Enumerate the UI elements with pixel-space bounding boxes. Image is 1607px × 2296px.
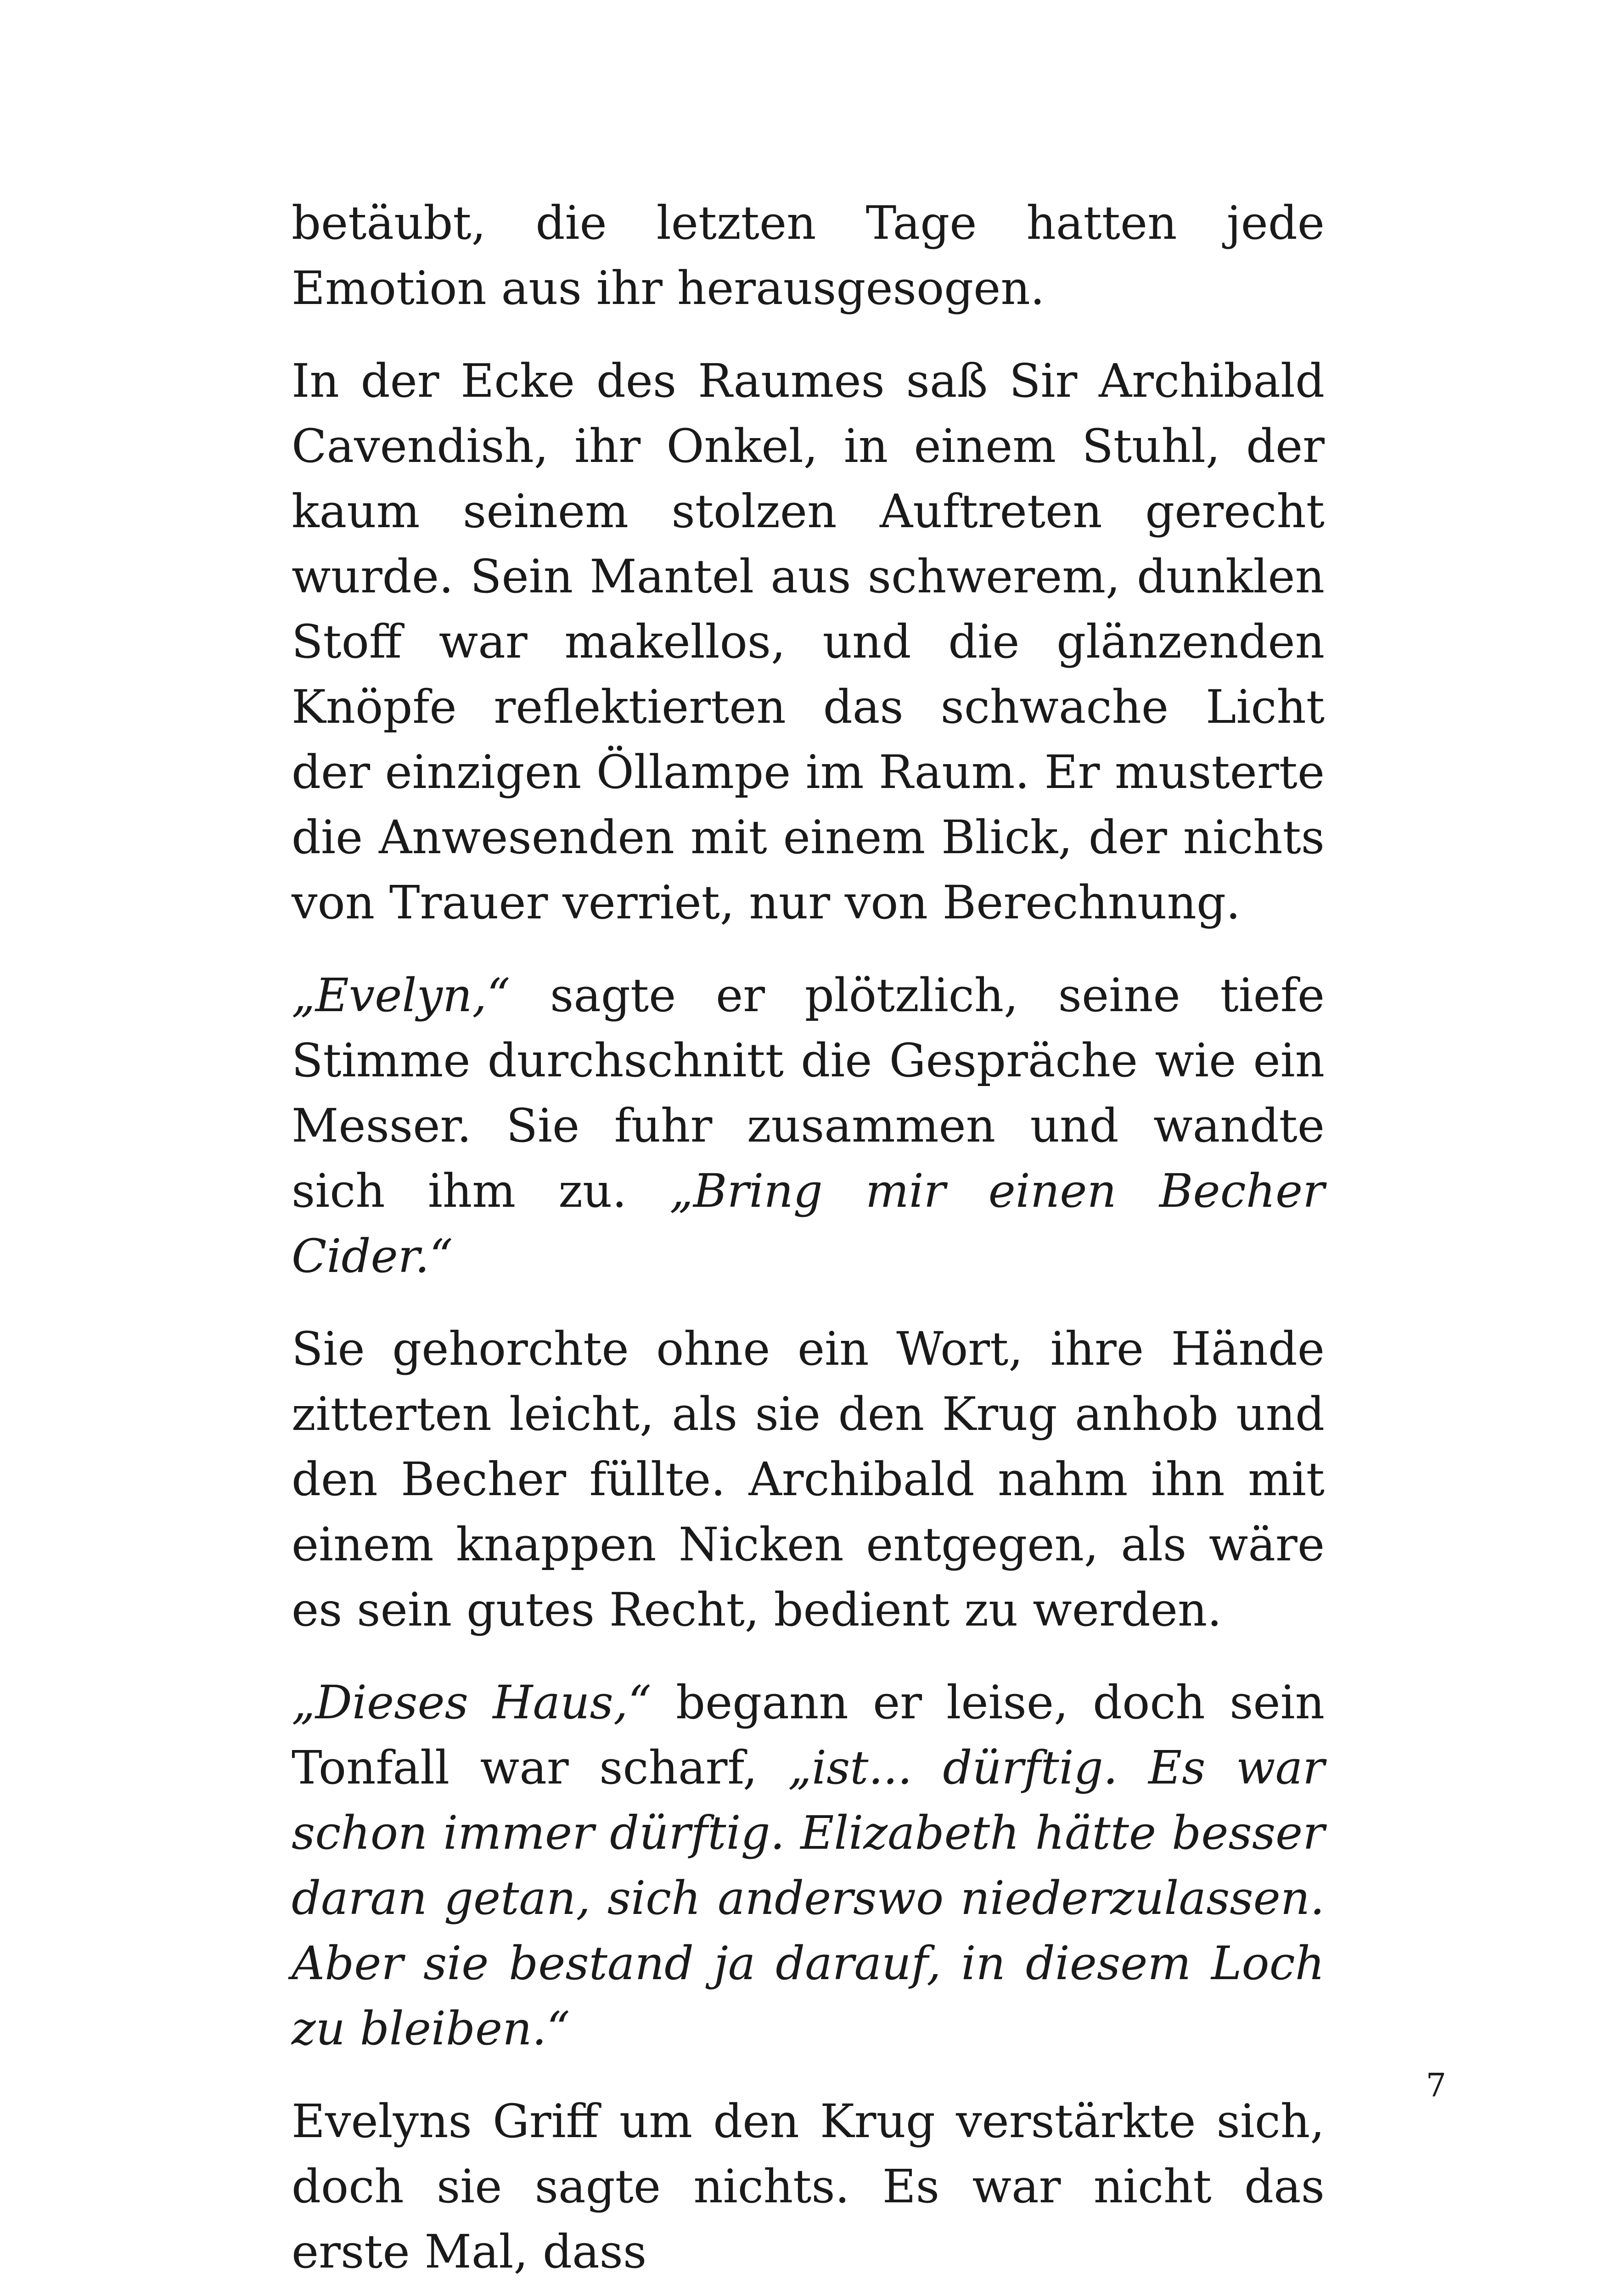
- paragraph-5: [292, 1670, 1325, 2061]
- dialogue-dieses-haus: „Dieses Haus,“: [292, 1676, 652, 1729]
- page-number: 7: [1426, 2066, 1446, 2104]
- paragraph-3-narration: sagte er plötzlich, seine tiefe Stimme durchschnitt die Gespräche wie ein Messer. Sie fuhr zusammen und wandte sich ihm zu.: [292, 968, 1325, 1218]
- dialogue-duerftig: „ist... dürftig. Es war schon immer dürftig. Elizabeth hätte besser daran getan, sich anderswo niederzulassen. Aber sie bestand ja darauf, in diesem Loch zu bleiben.“: [292, 1741, 1325, 2055]
- dialogue-evelyn: „Evelyn,“: [292, 968, 511, 1022]
- dialogue-bring-cider: „Bring mir einen Becher Cider.“: [292, 1164, 1325, 1283]
- paragraph-3: [292, 963, 1325, 1289]
- paragraph-1: [292, 191, 1325, 321]
- paragraph-2: [292, 349, 1325, 935]
- paragraph-6: [292, 2089, 1325, 2285]
- paragraph-4-text: Sie gehorchte ohne ein Wort, ihre Hände zitterten leicht, als sie den Krug anhob und den Becher füllte. Archibald nahm ihn mit einem knappen Nicken entgegen, als wäre es sein gutes Recht, bedient zu werden.: [292, 1322, 1325, 1637]
- body-text: [292, 191, 1325, 2296]
- paragraph-5-narration: begann er leise, doch sein Tonfall war scharf,: [292, 1676, 1325, 1795]
- paragraph-6-text: Evelyns Griff um den Krug verstärkte sich, doch sie sagte nichts. Es war nicht das erste Mal, dass: [292, 2094, 1325, 2279]
- paragraph-2-text: In der Ecke des Raumes saß Sir Archibald Cavendish, ihr Onkel, in einem Stuhl, der kaum seinem stolzen Auftreten gerecht wurde. Sein Mantel aus schwerem, dunklen Stoff war makellos, und die glänzenden Knöpfe reflektierten das schwache Licht der einzigen Öllampe im Raum. Er musterte die Anwesenden mit einem Blick, der nichts von Trauer verriet, nur von Berechnung.: [292, 354, 1325, 929]
- paragraph-4: [292, 1317, 1325, 1643]
- paragraph-1-text: betäubt, die letzten Tage hatten jede Emotion aus ihr herausgesogen.: [292, 196, 1325, 315]
